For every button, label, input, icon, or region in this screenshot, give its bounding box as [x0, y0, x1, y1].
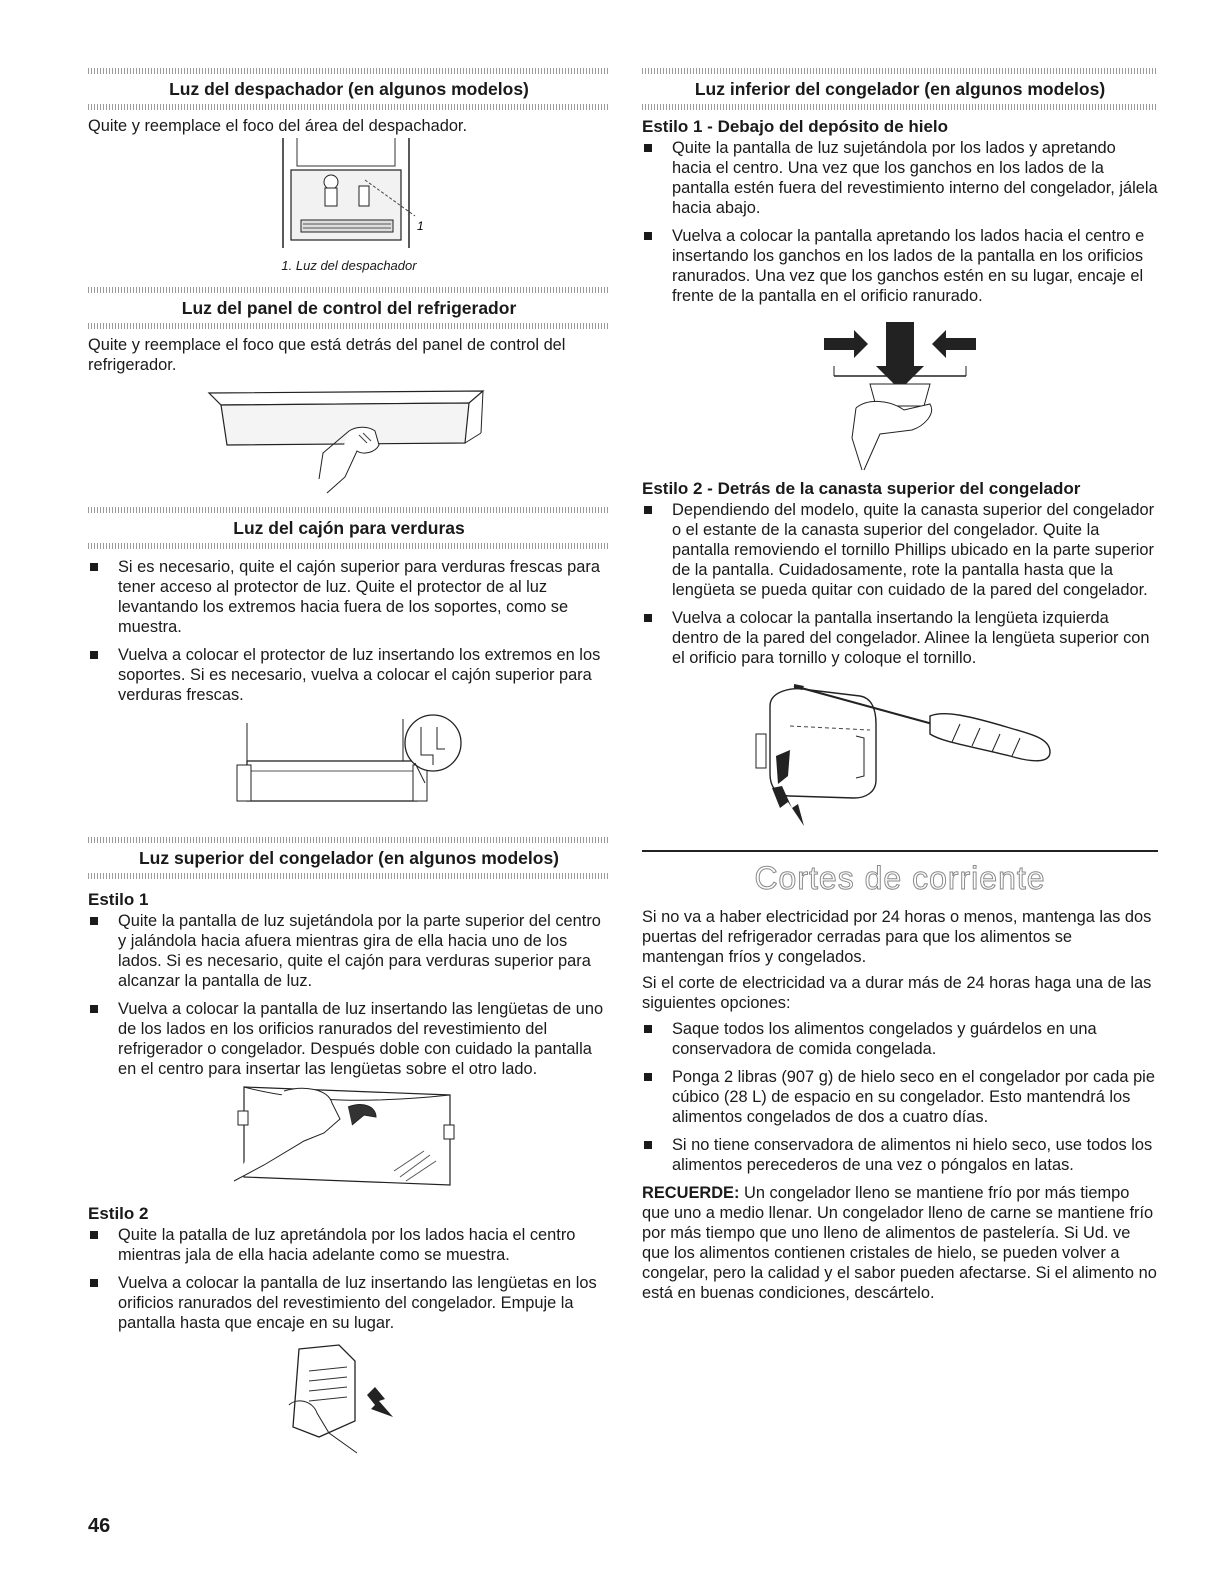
list-item-text: Ponga 2 libras (907 g) de hielo seco en el congelador por cada pie cúbico (28 L) de espacio en su congelador. Esto mantendrá los alimentos congelados de dos a cuatro días. — [672, 1068, 1155, 1126]
bullet-list — [642, 138, 1158, 306]
list-item-text: Quite la patalla de luz apretándola por los lados hacia el centro mientras jala de ella hacia adelante como se muestra. — [118, 1226, 576, 1264]
list-item-text: Si es necesario, quite el cajón superior para verduras frescas para tener acceso al protector de luz. Quite el protector de al luz levantando los extremos hacia fuera de los soportes, como se muestra. — [118, 558, 600, 636]
section-divider — [88, 837, 610, 843]
section-crisper-light — [88, 507, 610, 833]
list-item-text: Vuelva a colocar la pantalla insertando la lengüeta izquierda dentro de la pared del congelador. Alinee la lengüeta superior con el orificio para tornillo y coloque el tornillo. — [672, 609, 1150, 667]
bullet-list — [642, 1019, 1158, 1175]
bullet-icon — [90, 1231, 98, 1239]
page-section-title: Cortes de corriente — [754, 860, 1046, 896]
bullet-icon — [90, 917, 98, 925]
bullet-list — [88, 557, 610, 705]
list-item — [88, 645, 610, 705]
section-title: Luz del despachador (en algunos modelos) — [169, 79, 529, 99]
list-item-text: Vuelva a colocar el protector de luz insertando los extremos en los soportes. Si es necesario, vuelva a colocar el cajón superior para verduras frescas. — [118, 646, 601, 704]
list-item — [642, 1019, 1158, 1059]
section-rule — [642, 850, 1158, 852]
section-divider — [642, 104, 1158, 110]
figure-caption: 1. Luz del despachador — [281, 258, 417, 273]
callout-number: 1 — [417, 219, 424, 233]
body-text: Si el corte de electricidad va a durar más de 24 horas haga una de las siguientes opciones: — [642, 974, 1152, 1012]
section-divider — [88, 543, 610, 549]
section-divider — [88, 507, 610, 513]
list-item — [88, 999, 610, 1079]
bullet-icon — [90, 1005, 98, 1013]
list-item-text: Quite la pantalla de luz sujetándola por la parte superior del centro y jalándola hacia afuera mientras gira de ella hacia uno de los lados. Si es necesario, quite el cajón para verduras superior para alcanzar la pantalla de luz. — [118, 912, 601, 990]
list-item — [642, 138, 1158, 218]
section-title: Luz inferior del congelador (en algunos modelos) — [694, 79, 1106, 99]
body-text: Quite y reemplace el foco que está detrás del panel de control del refrigerador. — [88, 336, 566, 374]
bullet-icon — [644, 506, 652, 514]
bullet-icon — [644, 614, 652, 622]
screwdriver-shield-illustration — [730, 676, 1070, 844]
section-power-outages — [642, 860, 1158, 1303]
list-item — [88, 1273, 610, 1333]
list-item-text: Dependiendo del modelo, quite la canasta superior del congelador o el estante de la canasta superior del congelador. Quite la pantalla removiendo el tornillo Phillips ubicado en la parte superior de la pantalla. Cuidadosamente, rote la pantalla hasta que la lengüeta se pueda quitar con cuidado de la pared del congelador. — [672, 501, 1155, 599]
section-title: Luz superior del congelador (en algunos modelos) — [138, 848, 560, 868]
list-item-text: Vuelva a colocar la pantalla de luz insertando las lengüetas de uno de los lados en los orificios ranurados del revestimiento del refrigerador o congelador. Después doble con cuidado la pantalla en el centro para insertar las lengüetas sobre el otro lado. — [118, 1000, 604, 1078]
subheading: Estilo 2 - Detrás de la canasta superior del congelador — [642, 479, 1081, 498]
remember-label: RECUERDE: — [642, 1184, 740, 1202]
bullet-icon — [644, 1073, 652, 1081]
list-item-text: Vuelva a colocar la pantalla apretando los lados hacia el centro e insertando los ganchos en los lados de la pantalla en los orificios ranurados. Una vez que los ganchos estén en su lugar, encaje el frente de la pantalla en el orificio ranurado. — [672, 227, 1145, 305]
left-column — [88, 68, 610, 1457]
remember-note — [642, 1183, 1158, 1303]
bullet-icon — [644, 1141, 652, 1149]
bullet-icon — [90, 651, 98, 659]
section-divider — [642, 68, 1158, 74]
remember-text: Un congelador lleno se mantiene frío por más tiempo que uno a medio llenar. Un congelador lleno de carne se mantiene frío por más tiempo que uno lleno de alimentos de pastelería. Si Ud. ve que los alimentos contienen cristales de hielo, se pueden volver a congelar, pero la calidad y el sabor pueden afectarse. Si el alimento no está en buenas condiciones, descártelo. — [642, 1184, 1157, 1302]
bullet-icon — [644, 144, 652, 152]
section-title: Luz del cajón para verduras — [233, 518, 465, 538]
list-item — [642, 1135, 1158, 1175]
section-divider — [88, 323, 610, 329]
list-item-text: Saque todos los alimentos congelados y guárdelos en una conservadora de comida congelada. — [672, 1020, 1097, 1058]
bullet-list — [642, 500, 1158, 668]
style2-light-illustration — [269, 1341, 429, 1457]
upper-freezer-light-illustration — [224, 1081, 474, 1199]
list-item — [88, 1225, 610, 1265]
subheading: Estilo 2 — [88, 1204, 149, 1223]
list-item-text: Quite la pantalla de luz sujetándola por los lados y apretando hacia el centro. Una vez que los ganchos en los lados de la pantalla estén fuera del revestimiento interno del congelador, jálela hacia abajo. — [672, 139, 1158, 217]
page-number: 46 — [88, 1515, 111, 1537]
crisper-light-illustration — [219, 713, 479, 833]
bullet-icon — [90, 1279, 98, 1287]
list-item-text: Vuelva a colocar la pantalla de luz insertando las lengüetas en los orificios ranurados del revestimiento del congelador. Empuje la pantalla hasta que encaje en su lugar. — [118, 1274, 597, 1332]
section-lower-freezer-light — [642, 68, 1158, 844]
list-item — [88, 557, 610, 637]
subheading: Estilo 1 - Debajo del depósito de hielo — [642, 117, 949, 136]
list-item — [642, 1067, 1158, 1127]
bullet-icon — [644, 232, 652, 240]
section-divider — [88, 287, 610, 293]
control-panel-light-illustration — [199, 381, 499, 499]
subheading: Estilo 1 — [88, 890, 149, 909]
section-upper-freezer-light — [88, 837, 610, 1457]
right-column — [642, 68, 1158, 1303]
bullet-list — [88, 911, 610, 1079]
section-divider — [88, 104, 610, 110]
ice-bin-light-illustration — [820, 314, 980, 474]
list-item — [88, 911, 610, 991]
bullet-icon — [90, 563, 98, 571]
body-text: Si no va a haber electricidad por 24 horas o menos, mantenga las dos puertas del refrigerador cerradas para que los alimentos se mantengan fríos y congelados. — [642, 908, 1152, 966]
list-item — [642, 608, 1158, 668]
section-control-panel-light — [88, 287, 610, 499]
body-text: Quite y reemplace el foco del área del despachador. — [88, 117, 468, 135]
section-divider — [88, 873, 610, 879]
bullet-icon — [644, 1025, 652, 1033]
list-item-text: Si no tiene conservadora de alimentos ni hielo seco, use todos los alimentos perecederos de una vez o póngalos en latas. — [672, 1136, 1153, 1174]
list-item — [642, 226, 1158, 306]
section-title: Luz del panel de control del refrigerador — [181, 298, 517, 318]
section-dispenser-light — [88, 68, 610, 273]
dispenser-light-illustration — [269, 138, 429, 256]
list-item — [642, 500, 1158, 600]
section-divider — [88, 68, 610, 74]
bullet-list — [88, 1225, 610, 1333]
